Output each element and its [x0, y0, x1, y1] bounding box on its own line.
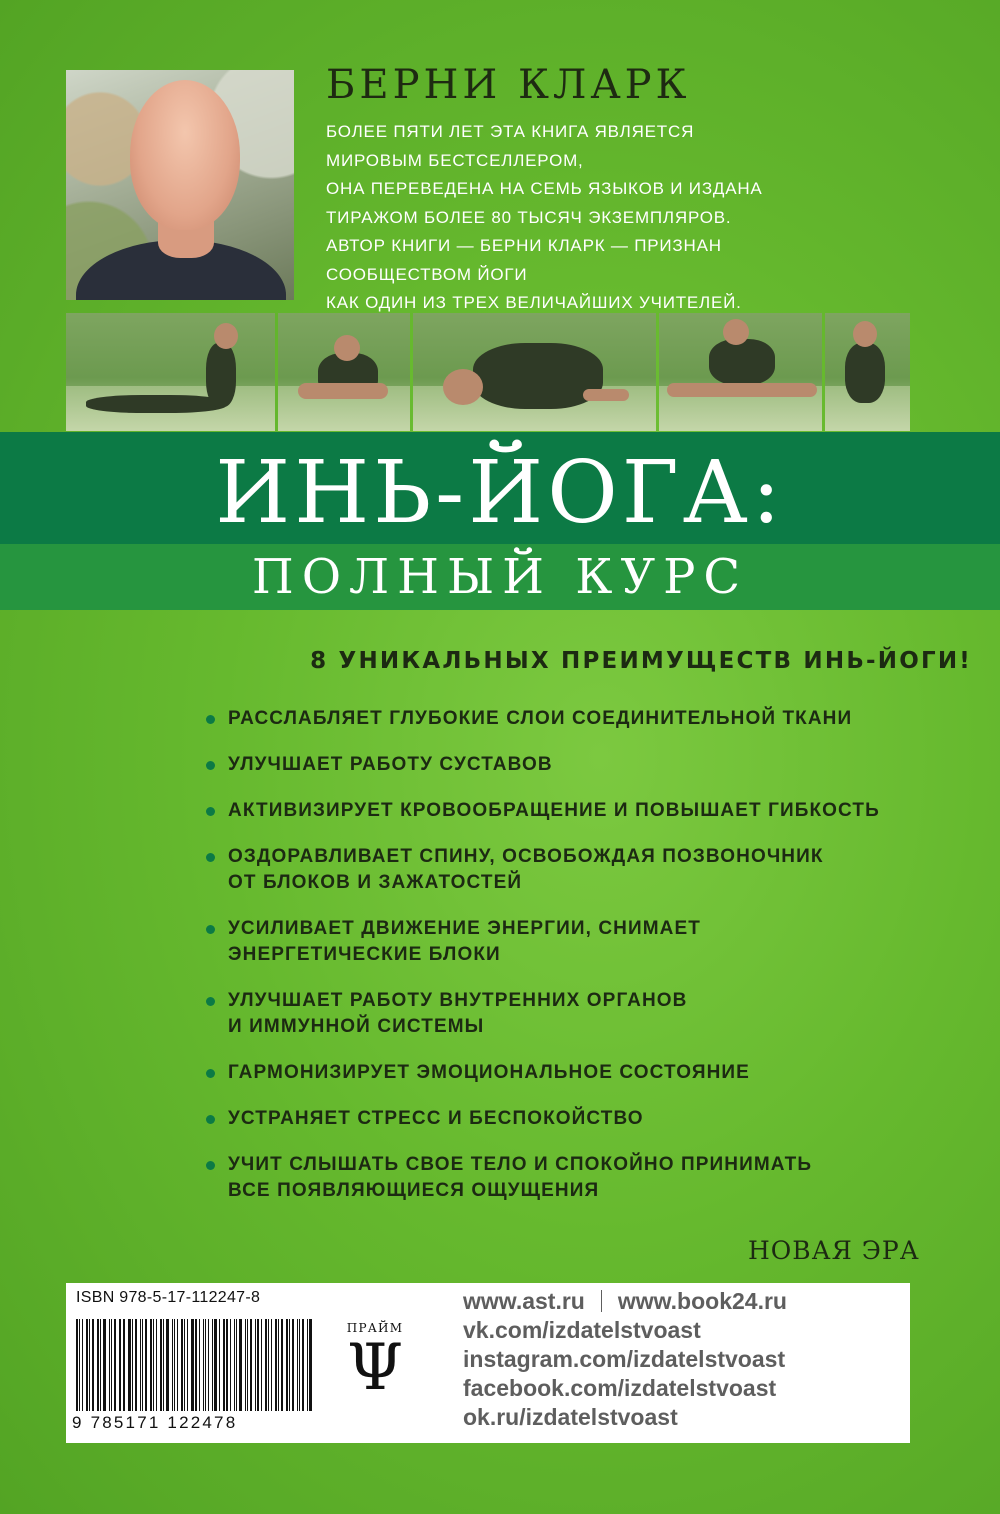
barcode-bar: [145, 1319, 148, 1411]
barcode-bar: [79, 1319, 80, 1411]
barcode-bar: [286, 1319, 288, 1411]
barcode-bar: [234, 1319, 235, 1411]
seated-twist-photo: [825, 313, 910, 431]
barcode-bar: [257, 1319, 259, 1411]
author-description-line: КАК ОДИН ИЗ ТРЕХ ВЕЛИЧАЙШИХ УЧИТЕЛЕЙ.: [326, 293, 742, 312]
barcode-bar: [199, 1319, 200, 1411]
barcode-bar: [100, 1319, 101, 1411]
barcode-bar: [195, 1319, 197, 1411]
barcode-bar: [271, 1319, 272, 1411]
benefit-item: ОЗДОРАВЛИВАЕТ СПИНУ, ОСВОБОЖДАЯ ПОЗВОНОЧНИК ОТ БЛОКОВ И ЗАЖАТОСТЕЙ: [206, 844, 926, 896]
photo-head: [130, 80, 240, 230]
link-book24[interactable]: www.book24.ru: [617, 1288, 787, 1314]
barcode-bar: [187, 1319, 188, 1411]
barcode-bar: [128, 1319, 131, 1411]
author-description-line: ТИРАЖОМ БОЛЕЕ 80 ТЫСЯЧ ЭКЗЕМПЛЯРОВ.: [326, 207, 732, 227]
childs-pose-photo: [413, 313, 656, 431]
link-facebook[interactable]: facebook.com/izdatelstvoast: [463, 1375, 777, 1401]
barcode-bar: [172, 1319, 173, 1411]
barcode-bar: [278, 1319, 279, 1411]
barcode-bar: [255, 1319, 256, 1411]
barcode-bar: [160, 1319, 162, 1411]
barcode-bar: [247, 1319, 248, 1411]
barcode-bar: [297, 1319, 298, 1411]
barcode: [76, 1319, 314, 1411]
barcode-bar: [268, 1319, 269, 1411]
barcode-bar: [261, 1319, 262, 1411]
barcode-bar: [236, 1319, 238, 1411]
barcode-bar: [219, 1319, 220, 1411]
benefits-heading: 8 УНИКАЛЬНЫХ ПРЕИМУЩЕСТВ ИНЬ-ЙОГИ!: [310, 648, 972, 674]
barcode-bar: [214, 1319, 217, 1411]
barcode-bar: [103, 1319, 106, 1411]
bullet-icon: [206, 1069, 215, 1078]
benefit-item: УСТРАНЯЕТ СТРЕСС И БЕСПОКОЙСТВО: [206, 1106, 926, 1132]
bullet-icon: [206, 853, 215, 862]
bullet-icon: [206, 807, 215, 816]
barcode-bar: [299, 1319, 300, 1411]
benefits-list: [206, 706, 926, 1204]
author-description-line: ОНА ПЕРЕВЕДЕНА НА СЕМЬ ЯЗЫКОВ И ИЗДАНА: [326, 179, 763, 198]
bullet-icon: [206, 997, 215, 1006]
barcode-bar: [166, 1319, 169, 1411]
yoga-pose-strip: [66, 313, 910, 431]
barcode-bar: [239, 1319, 242, 1411]
barcode-bar: [114, 1319, 116, 1411]
dragonfly-pose-photo: [659, 313, 822, 431]
barcode-bar: [140, 1319, 141, 1411]
isbn-label: ISBN 978-5-17-112247-8: [76, 1289, 261, 1306]
barcode-bar: [223, 1319, 225, 1411]
bullet-icon: [206, 715, 215, 724]
link-ok[interactable]: ok.ru/izdatelstvoast: [463, 1404, 678, 1430]
barcode-bar: [89, 1319, 90, 1411]
benefit-item: АКТИВИЗИРУЕТ КРОВООБРАЩЕНИЕ И ПОВЫШАЕТ ГИБКОСТЬ: [206, 798, 926, 824]
barcode-bar: [97, 1319, 99, 1411]
barcode-bar: [181, 1319, 183, 1411]
prime-label: ПРАЙМ: [346, 1321, 404, 1335]
barcode-bar: [203, 1319, 204, 1411]
barcode-bar: [174, 1319, 175, 1411]
book-title: ИНЬ-ЙОГА:: [215, 443, 785, 543]
frog-pose-photo: [278, 313, 410, 431]
psi-icon: Ψ: [346, 1331, 404, 1405]
barcode-bar: [205, 1319, 207, 1411]
barcode-bar: [142, 1319, 143, 1411]
barcode-bar: [163, 1319, 164, 1411]
publisher-series-mark: НОВАЯ ЭРА: [748, 1236, 920, 1265]
benefit-item: УСИЛИВАЕТ ДВИЖЕНИЕ ЭНЕРГИИ, СНИМАЕТ ЭНЕРГЕТИЧЕСКИЕ БЛОКИ: [206, 916, 926, 968]
barcode-bar: [82, 1319, 83, 1411]
author-description-line: СООБЩЕСТВОМ ЙОГИ: [326, 264, 528, 284]
barcode-bar: [275, 1319, 277, 1411]
barcode-bar: [250, 1319, 252, 1411]
barcode-bar: [76, 1319, 78, 1411]
author-description-line: МИРОВЫМ БЕСТСЕЛЛЕРОМ,: [326, 150, 584, 170]
barcode-bar: [230, 1319, 231, 1411]
author-name: БЕРНИ КЛАРК: [326, 62, 691, 108]
link-instagram[interactable]: instagram.com/izdatelstvoast: [463, 1346, 786, 1372]
link-divider: [601, 1290, 602, 1312]
barcode-bar: [302, 1319, 304, 1411]
barcode-bar: [92, 1319, 94, 1411]
barcode-bar: [184, 1319, 185, 1411]
link-vk[interactable]: vk.com/izdatelstvoast: [463, 1317, 701, 1343]
barcode-bar: [150, 1319, 152, 1411]
barcode-bar: [135, 1319, 137, 1411]
barcode-bar: [119, 1319, 120, 1411]
benefit-item: УЛУЧШАЕТ РАБОТУ ВНУТРЕННИХ ОРГАНОВ И ИММУННОЙ СИСТЕМЫ: [206, 988, 926, 1040]
barcode-bar: [281, 1319, 283, 1411]
bullet-icon: [206, 925, 215, 934]
barcode-bar: [132, 1319, 133, 1411]
prime-logo: [343, 1321, 407, 1403]
barcode-bar: [111, 1319, 112, 1411]
author-photo: [66, 70, 294, 300]
barcode-bar: [309, 1319, 312, 1411]
barcode-bar: [265, 1319, 268, 1411]
benefit-item: УЛУЧШАЕТ РАБОТУ СУСТАВОВ: [206, 752, 926, 778]
bullet-icon: [206, 1161, 215, 1170]
barcode-bar: [307, 1319, 308, 1411]
barcode-bar: [212, 1319, 213, 1411]
barcode-bar: [156, 1319, 157, 1411]
barcode-bar: [226, 1319, 228, 1411]
barcode-bar: [177, 1319, 179, 1411]
author-description-line: АВТОР КНИГИ — БЕРНИ КЛАРК — ПРИЗНАН: [326, 236, 722, 255]
benefit-item: РАССЛАБЛЯЕТ ГЛУБОКИЕ СЛОИ СОЕДИНИТЕЛЬНОЙ ТКАНИ: [206, 706, 926, 732]
link-ast[interactable]: www.ast.ru: [463, 1288, 585, 1314]
author-description: [326, 118, 846, 318]
cobra-pose-photo: [66, 313, 275, 431]
benefit-item: ГАРМОНИЗИРУЕТ ЭМОЦИОНАЛЬНОЕ СОСТОЯНИЕ: [206, 1060, 926, 1086]
barcode-bar: [153, 1319, 154, 1411]
links-row-sites: [463, 1287, 787, 1316]
author-description-line: БОЛЕЕ ПЯТИ ЛЕТ ЭТА КНИГА ЯВЛЯЕТСЯ: [326, 122, 695, 141]
benefit-item: УЧИТ СЛЫШАТЬ СВОЕ ТЕЛО И СПОКОЙНО ПРИНИМАТЬ ВСЕ ПОЯВЛЯЮЩИЕСЯ ОЩУЩЕНИЯ: [206, 1152, 926, 1204]
barcode-bar: [191, 1319, 194, 1411]
barcode-digits: 9 785171 122478: [72, 1413, 238, 1432]
publisher-info-box: [66, 1283, 910, 1443]
barcode-bar: [292, 1319, 295, 1411]
publisher-links: [463, 1287, 787, 1432]
barcode-bar: [208, 1319, 209, 1411]
barcode-bar: [86, 1319, 89, 1411]
barcode-bar: [245, 1319, 246, 1411]
book-subtitle: ПОЛНЫЙ КУРС: [251, 549, 749, 605]
bullet-icon: [206, 1115, 215, 1124]
barcode-bar: [289, 1319, 290, 1411]
bullet-icon: [206, 761, 215, 770]
barcode-bar: [120, 1319, 121, 1411]
barcode-bar: [109, 1319, 110, 1411]
barcode-bar: [123, 1319, 125, 1411]
